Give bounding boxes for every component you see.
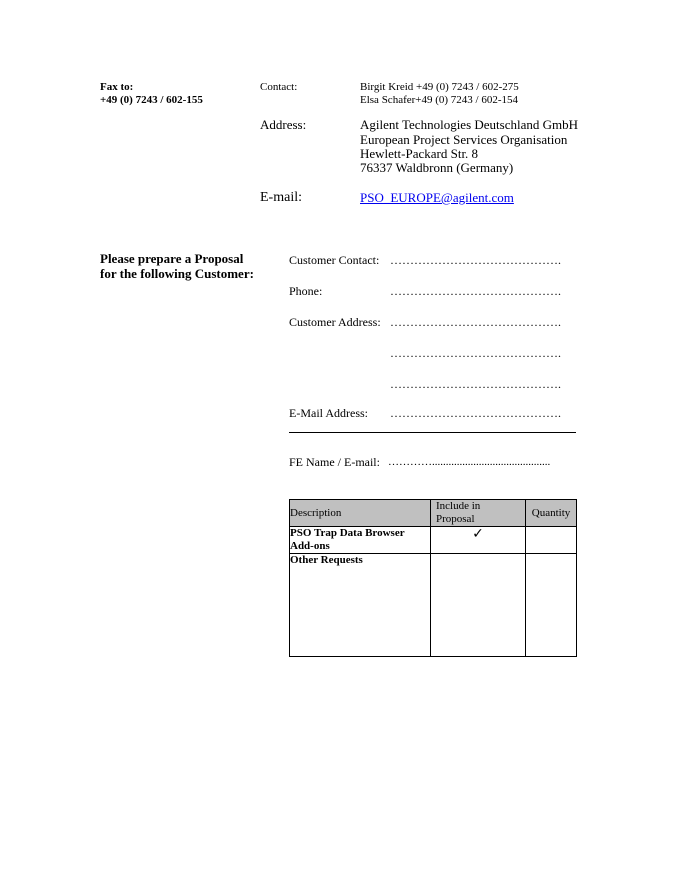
customer-address-field-3[interactable]: ……………………………………. xyxy=(390,377,561,391)
header-include-line-1: Include in xyxy=(436,500,481,512)
proposal-heading-line-1: Please prepare a Proposal xyxy=(100,251,244,266)
contact-label: Contact: xyxy=(260,81,298,93)
table-header-row xyxy=(290,500,577,527)
contact-line-1: Birgit Kreid +49 (0) 7243 / 602-275 xyxy=(360,81,519,93)
checkmark-icon: ✓ xyxy=(472,526,484,542)
form-divider xyxy=(289,432,576,433)
address-line-1: Agilent Technologies Deutschland GmbH xyxy=(360,117,579,132)
header-quantity: Quantity xyxy=(526,500,577,527)
address-line-4: 76337 Waldbronn (Germany) xyxy=(360,160,514,175)
email-link[interactable]: PSO_EUROPE@agilent.com xyxy=(360,190,514,205)
row-description-line-2: Add-ons xyxy=(290,540,330,552)
row-description xyxy=(290,527,431,554)
customer-contact-field[interactable]: ……………………………………. xyxy=(390,253,561,267)
proposal-heading-line-2: for the following Customer: xyxy=(100,266,254,281)
customer-contact-label: Customer Contact: xyxy=(289,253,380,267)
quantity-cell[interactable] xyxy=(526,554,577,657)
quantity-cell[interactable] xyxy=(526,527,577,554)
header-include xyxy=(431,500,526,527)
header-description: Description xyxy=(290,500,431,527)
fax-label: Fax to: xyxy=(100,81,134,93)
phone-field[interactable]: ……………………………………. xyxy=(390,284,561,298)
fe-name-field[interactable]: …………........................................... xyxy=(388,456,551,468)
email-label: E-mail: xyxy=(260,190,302,205)
row-description-line-1: PSO Trap Data Browser xyxy=(290,527,405,539)
contact-line-2: Elsa Schafer+49 (0) 7243 / 602-154 xyxy=(360,94,519,106)
customer-address-field-2[interactable]: ……………………………………. xyxy=(390,346,561,360)
customer-address-label: Customer Address: xyxy=(289,315,381,329)
table-row xyxy=(290,554,577,657)
phone-label: Phone: xyxy=(289,284,323,298)
fax-number: +49 (0) 7243 / 602-155 xyxy=(100,94,203,106)
email-address-label: E-Mail Address: xyxy=(289,406,368,420)
fe-name-label: FE Name / E-mail: xyxy=(289,455,380,469)
header-include-line-2: Proposal xyxy=(436,513,475,525)
include-check-cell[interactable] xyxy=(431,527,526,554)
email-address-field[interactable]: ……………………………………. xyxy=(390,406,561,420)
address-label: Address: xyxy=(260,117,307,132)
include-check-cell[interactable] xyxy=(431,554,526,657)
address-line-3: Hewlett-Packard Str. 8 xyxy=(360,146,479,161)
table-row xyxy=(290,527,577,554)
address-line-2: European Project Services Organisation xyxy=(360,132,568,147)
request-table xyxy=(289,499,577,657)
row-description: Other Requests xyxy=(290,554,431,657)
customer-address-field-1[interactable]: ……………………………………. xyxy=(390,315,561,329)
